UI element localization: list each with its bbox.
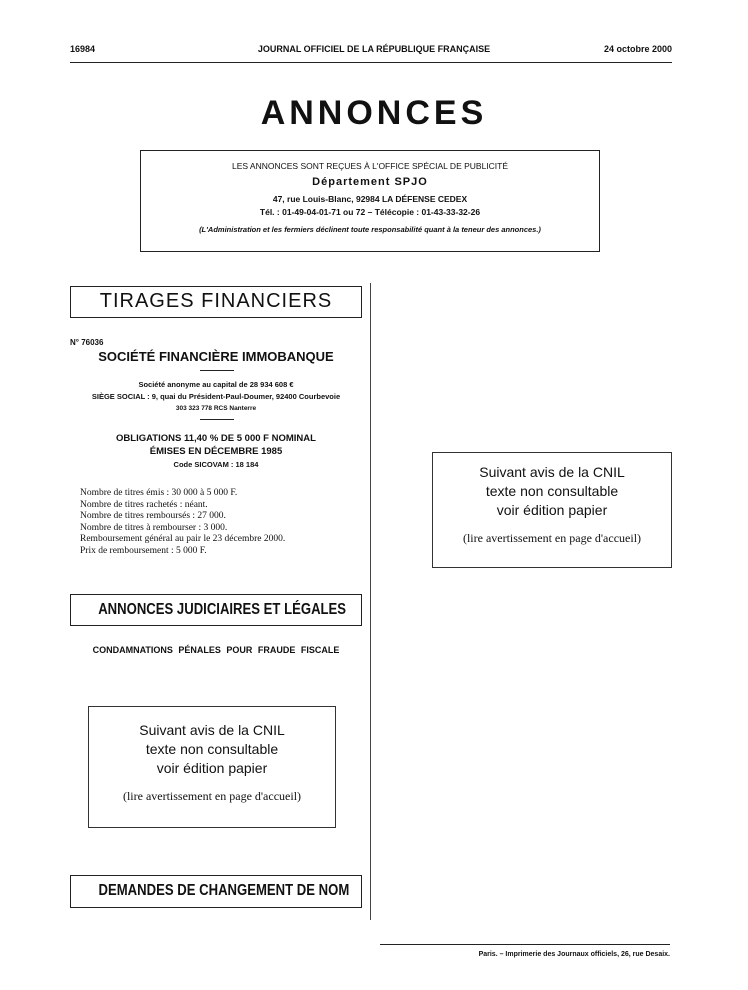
list-item: Nombre de titres à rembourser : 3 000. — [80, 522, 228, 533]
printer-footer: Paris. – Imprimerie des Journaux officiels, 26, rue Desaix. — [478, 951, 670, 958]
section-heading-demandes — [70, 875, 362, 908]
page-number: 16984 — [70, 44, 96, 54]
company-name: SOCIÉTÉ FINANCIÈRE IMMOBANQUE — [98, 349, 334, 364]
cnil-note: (lire avertissement en page d'accueil) — [122, 789, 302, 803]
section-heading-tirages: TIRAGES FINANCIERS — [70, 286, 362, 318]
section-heading-label: ANNONCES JUDICIAIRES ET LÉGALES — [98, 601, 347, 618]
list-item: Remboursement général au pair le 23 décembre 2000. — [80, 534, 286, 544]
notice-box — [140, 150, 600, 252]
notice-department: Département SPJO — [312, 176, 428, 188]
page-title: ANNONCES — [260, 94, 488, 132]
divider — [200, 370, 234, 371]
company-capital: Société anonyme au capital de 28 934 608 € — [138, 380, 294, 389]
sicovam-code: Code SICOVAM : 18 184 — [173, 460, 259, 469]
annonce-number: N° 76036 — [70, 338, 104, 347]
cnil-notice-box — [88, 706, 336, 828]
section-heading-label: DEMANDES DE CHANGEMENT DE NOM — [98, 882, 350, 899]
notice-disclaimer: (L'Administration et les fermiers déclinent toute responsabilité quant à la teneur des annonces.) — [199, 225, 541, 234]
bond-details-list — [80, 488, 285, 557]
obligations-title: OBLIGATIONS 11,40 % DE 5 000 F NOMINAL — [116, 433, 316, 444]
cnil-note: (lire avertissement en page d'accueil) — [462, 531, 642, 545]
journal-name: JOURNAL OFFICIEL DE LA RÉPUBLIQUE FRANÇAISE — [257, 44, 491, 54]
section-subheading: CONDAMNATIONS PÉNALES POUR FRAUDE FISCALE — [92, 645, 340, 655]
footer-rule — [380, 944, 670, 945]
column-divider — [370, 283, 371, 920]
section-heading-judiciaires — [70, 594, 362, 626]
list-item: Nombre de titres émis : 30 000 à 5 000 F. — [80, 488, 238, 498]
cnil-line: Suivant avis de la CNIL — [139, 722, 285, 738]
cnil-line: Suivant avis de la CNIL — [479, 464, 625, 480]
company-address: SIÈGE SOCIAL : 9, quai du Président-Paul-Doumer, 92400 Courbevoie — [91, 392, 341, 401]
notice-line: LES ANNONCES SONT REÇUES À L'OFFICE SPÉCIAL DE PUBLICITÉ — [231, 161, 509, 171]
list-item: Nombre de titres rachetés : néant. — [80, 499, 208, 510]
cnil-line: voir édition papier — [156, 760, 268, 776]
notice-phone: Tél. : 01-49-04-01-71 ou 72 – Télécopie : 01-43-33-32-26 — [259, 207, 481, 217]
obligations-subtitle: ÉMISES EN DÉCEMBRE 1985 — [149, 446, 283, 457]
cnil-line: texte non consultable — [145, 741, 279, 757]
list-item: Prix de remboursement : 5 000 F. — [80, 545, 207, 556]
notice-address: 47, rue Louis-Blanc, 92984 LA DÉFENSE CEDEX — [272, 194, 468, 204]
cnil-notice-box — [432, 452, 672, 568]
cnil-line: texte non consultable — [485, 483, 619, 499]
divider — [200, 419, 234, 420]
list-item: Nombre de titres remboursés : 27 000. — [80, 511, 226, 521]
header-rule — [70, 62, 672, 63]
cnil-line: voir édition papier — [496, 502, 608, 518]
issue-date: 24 octobre 2000 — [603, 44, 672, 54]
company-rcs: 303 323 778 RCS Nanterre — [175, 405, 257, 412]
